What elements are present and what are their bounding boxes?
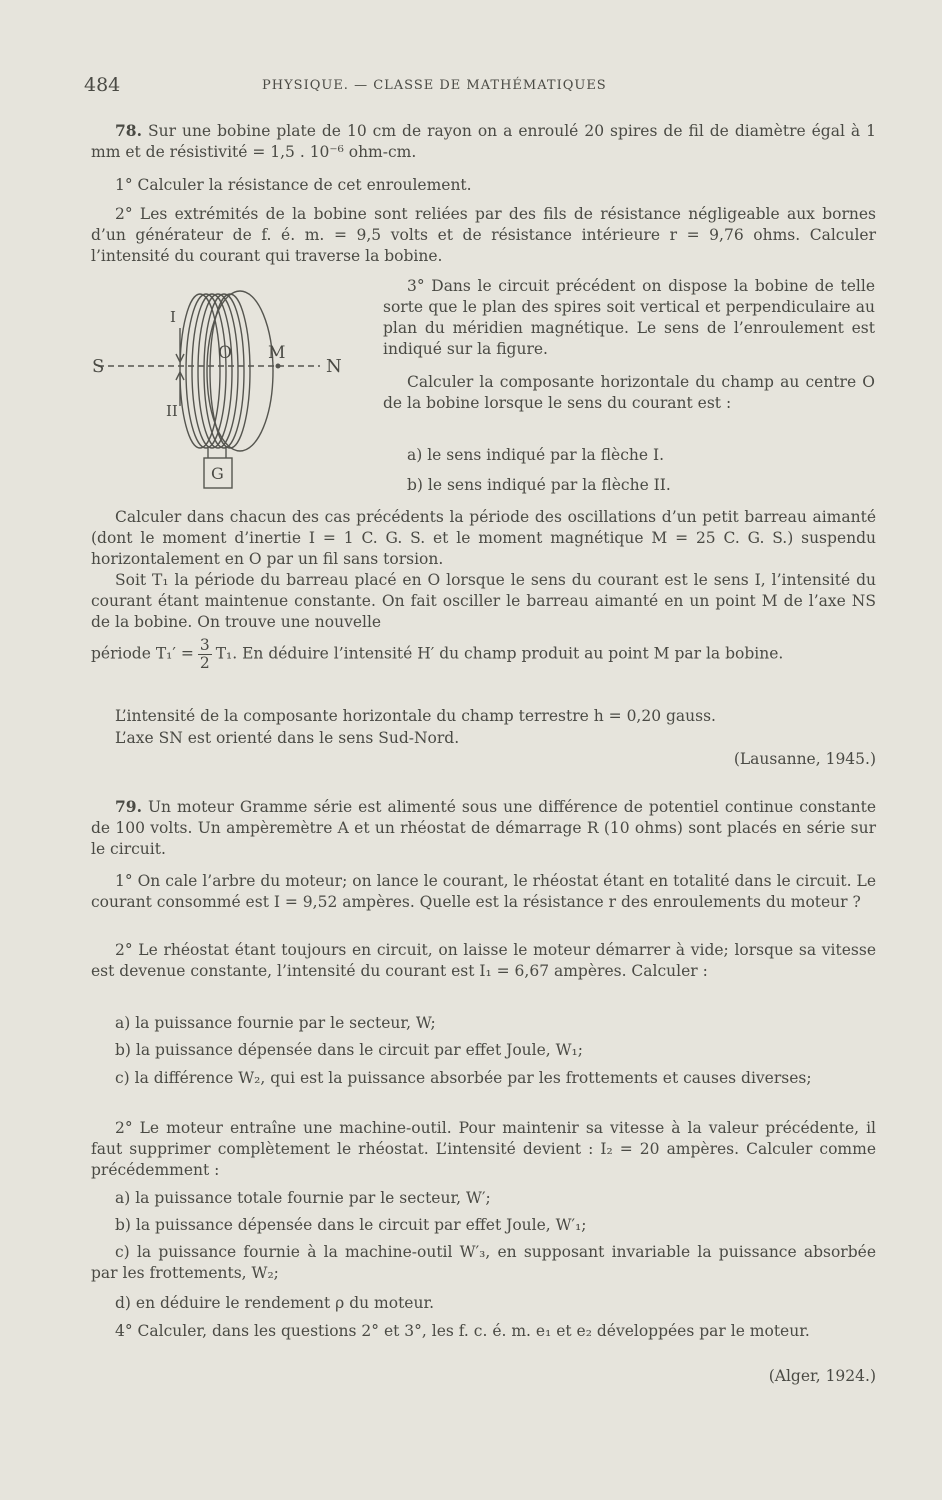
ex78-intro-text: Sur une bobine plate de 10 cm de rayon on a enroulé 20 spires de fil de diamètre égal à 1 mm et de résistivité = 1,5 . 10⁻⁶ ohm-cm. — [91, 122, 876, 161]
ex79-q2-a: a) la puissance fournie par le secteur, W; — [115, 1014, 436, 1032]
ex78-p3 — [91, 637, 876, 672]
ex79-q1: 1° On cale l’arbre du moteur; on lance le courant, le rhéostat étant en totalité dans le circuit. Le courant consommé est I = 9,52 ampères. Quelle est la résistance r des enroulements du moteur ? — [91, 872, 876, 911]
ex79-q4: 4° Calculer, dans les questions 2° et 3°, les f. c. é. m. e₁ et e₂ développées par le moteur. — [115, 1322, 810, 1340]
fraction-numerator: 3 — [199, 636, 210, 654]
ex78-p1: Calculer dans chacun des cas précédents la période des oscillations d’un petit barreau aimanté (dont le moment d’inertie I = 1 C. G. S. et le moment magnétique M = 25 C. G. S.) suspendu horizontalement en O par un fil sans torsion. — [91, 508, 876, 568]
ex78-q2: 2° Les extrémités de la bobine sont reliées par des fils de résistance négligeable aux bornes d’un générateur de f. é. m. = 9,5 volts et de résistance intérieure r = 9,76 ohms. Calculer l’intensité du courant qui traverse la bobine. — [91, 205, 876, 265]
running-title: PHYSIQUE. — CLASSE DE MATHÉMATIQUES — [262, 78, 607, 93]
coil-outer — [207, 291, 273, 451]
ex79-intro-text: Un moteur Gramme série est alimenté sous une différence de potentiel continue constante de 100 volts. Un ampèremètre A et un rhéostat de démarrage R (10 ohms) sont placés en série sur le circuit. — [91, 798, 876, 858]
label-O: O — [218, 343, 232, 363]
fraction-denominator: 2 — [199, 654, 210, 672]
ex78-p3-post: T₁. En déduire l’intensité H′ du champ produit au point M par la bobine. — [215, 644, 784, 663]
ex78-p3-pre: période T₁′ = — [91, 644, 194, 663]
page-number: 484 — [84, 74, 121, 96]
ex79-q3-c: c) la puissance fournie à la machine-outil W′₃, en supposant invariable la puissance absorbée par les frottements, W₂; — [91, 1243, 876, 1282]
ex78-q3-a: a) le sens indiqué par la flèche I. — [407, 446, 665, 464]
ex79-q2-b: b) la puissance dépensée dans le circuit par effet Joule, W₁; — [115, 1041, 583, 1059]
label-M: M — [268, 343, 286, 363]
ex79-q3-a: a) la puissance totale fournie par le secteur, W′; — [115, 1189, 491, 1207]
ex79-source: (Alger, 1924.) — [768, 1367, 876, 1385]
point-M-dot — [276, 364, 281, 369]
ex78-q3b: Calculer la composante horizontale du champ au centre O de la bobine lorsque le sens du courant est : — [383, 373, 875, 412]
label-II: II — [166, 402, 178, 420]
ex78-number: 78. — [115, 121, 142, 140]
ex78-q1: 1° Calculer la résistance de cet enroulement. — [115, 176, 472, 194]
label-S: S — [92, 356, 105, 377]
ex78-source: (Lausanne, 1945.) — [733, 750, 876, 768]
ex79-number: 79. — [115, 797, 142, 816]
page-header — [84, 74, 886, 98]
ex78-p2: Soit T₁ la période du barreau placé en O lorsque le sens du courant est le sens I, l’intensité du courant étant maintenue constante. On fait osciller le barreau aimanté en un point M de l’axe NS de la bobine. On trouve une nouvelle — [91, 571, 876, 631]
label-I: I — [170, 308, 176, 326]
ex78-q3-b: b) le sens indiqué par la flèche II. — [407, 476, 671, 494]
ex79-q2: 2° Le rhéostat étant toujours en circuit, on laisse le moteur démarrer à vide; lorsque sa vitesse est devenue constante, l’intensité du courant est I₁ = 6,67 ampères. Calculer : — [91, 941, 876, 980]
ex79-q3-d: d) en déduire le rendement ρ du moteur. — [115, 1294, 435, 1312]
ex79-intro — [91, 796, 876, 860]
label-N: N — [326, 356, 342, 377]
ex79-q3: 2° Le moteur entraîne une machine-outil. Pour maintenir sa vitesse à la valeur précédente, il faut supprimer complètement le rhéostat. L’intensité devient : I₂ = 20 ampères. Calculer comme précédemment : — [91, 1119, 876, 1179]
fraction — [198, 637, 212, 672]
ex78-intro — [91, 120, 876, 163]
coil-figure — [88, 278, 358, 500]
ex78-q3: 3° Dans le circuit précédent on dispose la bobine de telle sorte que le plan des spires soit vertical et perpendiculaire au plan du méridien magnétique. Le sens de l’enroulement est indiqué sur la figure. — [383, 277, 875, 358]
ex78-p5: L’axe SN est orienté dans le sens Sud-Nord. — [115, 729, 460, 747]
ex79-q2-c: c) la différence W₂, qui est la puissance absorbée par les frottements et causes diverses; — [115, 1069, 812, 1087]
label-G: G — [211, 464, 224, 483]
ex78-p4: L’intensité de la composante horizontale du champ terrestre h = 0,20 gauss. — [115, 707, 716, 725]
ex79-q3-b: b) la puissance dépensée dans le circuit par effet Joule, W′₁; — [115, 1216, 587, 1234]
